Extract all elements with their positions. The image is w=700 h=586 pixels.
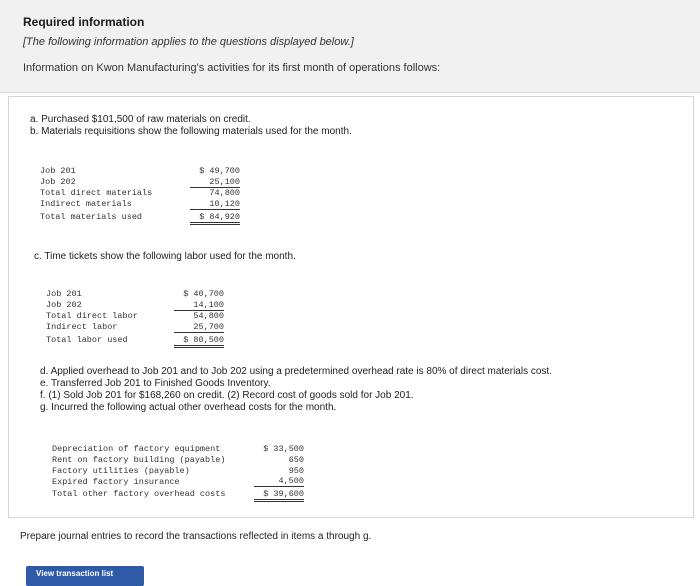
item-f: f. (1) Sold Job 201 for $168,260 on credit. (2) Record cost of goods sold for Job 201. — [40, 390, 414, 401]
table-row-value: 14,100 — [174, 300, 224, 311]
table-row-value: 10,120 — [190, 199, 240, 210]
table-row-value: 25,700 — [174, 322, 224, 333]
table-row-value: 74,800 — [209, 188, 240, 198]
table-row-value: $ 40,700 — [183, 289, 224, 299]
table-row-label: Indirect labor — [46, 322, 118, 332]
table-row-value: $ 39,600 — [254, 489, 304, 502]
item-a: a. Purchased $101,500 of raw materials on credit. — [30, 114, 251, 125]
table-row-label: Total materials used — [40, 212, 143, 222]
table-row-value: 54,800 — [193, 311, 224, 321]
table-row-value: 4,500 — [254, 476, 304, 487]
table-row-value: $ 33,500 — [263, 444, 304, 454]
table-row-label: Total direct labor — [46, 311, 138, 321]
table-row-value: $ 49,700 — [199, 166, 240, 176]
item-g: g. Incurred the following actual other overhead costs for the month. — [40, 402, 337, 413]
item-e: e. Transferred Job 201 to Finished Goods Inventory. — [40, 378, 271, 389]
info-subtitle: [The following information applies to the questions displayed below.] — [23, 36, 354, 48]
table-row-label: Job 201 — [40, 166, 76, 176]
table-row-label: Factory utilities (payable) — [52, 466, 190, 476]
table-row-label: Depreciation of factory equipment — [52, 444, 221, 454]
table-row-value: 25,100 — [190, 177, 240, 188]
table-row-label: Total other factory overhead costs — [52, 489, 226, 499]
table-row-label: Total labor used — [46, 335, 128, 345]
view-transaction-list-button[interactable]: View transaction list — [26, 566, 144, 586]
table-row-label: Indirect materials — [40, 199, 132, 209]
page-title: Required information — [23, 15, 145, 29]
table-row-label: Rent on factory building (payable) — [52, 455, 226, 465]
table-row-value: 950 — [288, 466, 304, 476]
instructions-text: Prepare journal entries to record the transactions reflected in items a through g. — [20, 531, 372, 542]
table-row-label: Total direct materials — [40, 188, 153, 198]
item-d: d. Applied overhead to Job 201 and to Job 202 using a predetermined overhead rate is 80% of direct materials cost. — [40, 366, 552, 377]
table-row-value: 650 — [288, 455, 304, 465]
table-row-value: $ 84,920 — [190, 212, 240, 225]
table-row-label: Job 202 — [40, 177, 76, 187]
item-c: c. Time tickets show the following labor used for the month. — [34, 251, 296, 262]
table-row-label: Job 201 — [46, 289, 82, 299]
info-text: Information on Kwon Manufacturing's activities for its first month of operations follows: — [23, 62, 441, 74]
table-row-label: Expired factory insurance — [52, 477, 180, 487]
table-row-value: $ 80,500 — [174, 335, 224, 348]
required-info-header — [0, 0, 700, 93]
item-b: b. Materials requisitions show the following materials used for the month. — [30, 126, 352, 137]
table-row-label: Job 202 — [46, 300, 82, 310]
